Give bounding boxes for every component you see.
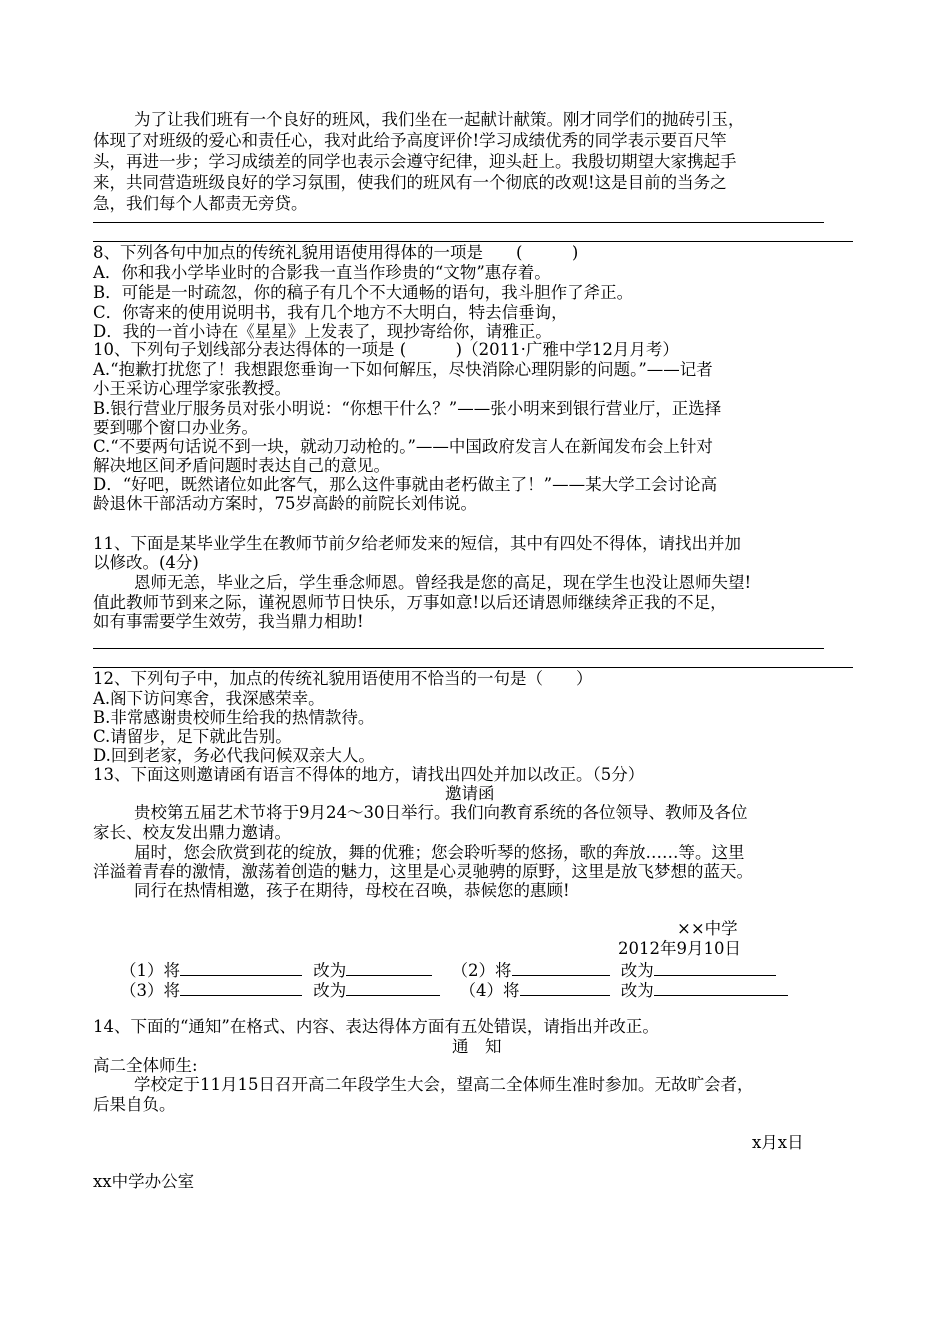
q11-message: 值此教师节到来之际，谨祝恩师节日快乐，万事如意!以后还请恩师继续斧正我的不足， <box>93 593 727 612</box>
q11-stem: 11、下面是某毕业学生在教师节前夕给老师发来的短信，其中有四处不得体，请找出并加 <box>93 534 741 553</box>
fill-row-2 <box>120 979 788 1001</box>
fill-label: 改为 <box>620 961 654 980</box>
q11-stem: 以修改。(4分) <box>93 553 199 572</box>
q10-line: 要到哪个窗口办业务。 <box>93 418 258 437</box>
q8-option-b: B．可能是一时疏忽，你的稿子有几个不大通畅的语句，我斗胆作了斧正。 <box>93 283 634 302</box>
invitation-body: 家长、校友发出鼎力邀请。 <box>93 823 291 842</box>
invitation-body: 贵校第五届艺术节将于9月24～30日举行。我们向教育系统的各位领导、教师及各位 <box>134 803 748 822</box>
q11-message: 如有事需要学生效劳，我当鼎力相助! <box>93 612 364 631</box>
fill-blank-2-fix[interactable] <box>654 959 776 976</box>
fill-row-1 <box>120 959 776 981</box>
notice-salutation: 高二全体师生: <box>93 1056 198 1075</box>
q12-option-b: B.非常感谢贵校师生给我的热情款待。 <box>93 708 375 727</box>
passage-line: 头，再进一步；学习成绩差的同学也表示会遵守纪律，迎头赶上。我殷切期望大家携起手 <box>93 152 737 171</box>
notice-body: 后果自负。 <box>93 1095 176 1114</box>
q10-line: C.“不要两句话说不到一块，就动刀动枪的。”——中国政府发言人在新闻发布会上针对 <box>93 437 713 456</box>
q10-line: D．“好吧，既然诸位如此客气，那么这件事就由老朽做主了！”——某大学工会讨论高 <box>93 475 718 494</box>
notice-sender: xx中学办公室 <box>93 1172 195 1191</box>
fill-blank-1[interactable] <box>180 959 302 976</box>
passage-line: 体现了对班级的爱心和责任心，我对此给予高度评价!学习成绩优秀的同学表示要百尺竿 <box>93 131 727 150</box>
invitation-body: 洋溢着青春的激情，激荡着创造的魅力，这里是心灵驰骋的原野，这里是放飞梦想的蓝天。 <box>93 862 753 881</box>
fill-blank-3[interactable] <box>180 979 302 996</box>
fill-label: （2）将 <box>451 961 512 980</box>
passage-line: 来，共同营造班级良好的学习氛围，使我们的班风有一个彻底的改观!这是目前的当务之 <box>93 173 727 192</box>
q13-stem: 13、下面这则邀请函有语言不得体的地方，请找出四处并加以改正。（5分） <box>93 765 645 784</box>
q11-message: 恩师无恙，毕业之后，学生垂念师恩。曾经我是您的高足，现在学生也没让恩师失望! <box>134 573 752 592</box>
fill-label: 改为 <box>313 961 347 980</box>
fill-blank-2[interactable] <box>512 959 610 976</box>
q14-stem: 14、下面的“通知”在格式、内容、表达得体方面有五处错误，请指出并改正。 <box>93 1017 659 1036</box>
passage-line: 急，我们每个人都责无旁贷。 <box>93 194 308 213</box>
answer-line <box>93 667 853 668</box>
fill-blank-3-fix[interactable] <box>346 979 440 996</box>
fill-blank-1-fix[interactable] <box>346 959 432 976</box>
q12-option-c: C.请留步，足下就此告别。 <box>93 727 292 746</box>
fill-blank-4-fix[interactable] <box>654 979 788 996</box>
fill-label: （4）将 <box>459 981 520 1000</box>
notice-body: 学校定于11月15日召开高二年段学生大会，望高二全体师生准时参加。无故旷会者， <box>134 1075 754 1094</box>
q10-line: B.银行营业厅服务员对张小明说：“你想干什么？”——张小明来到银行营业厅，正选择 <box>93 399 722 418</box>
q10-line: 龄退休干部活动方案时，75岁高龄的前院长刘伟说。 <box>93 494 477 513</box>
invitation-title: 邀请函 <box>445 784 495 803</box>
answer-line <box>93 241 853 242</box>
fill-label: （1）将 <box>120 961 180 980</box>
passage-line: 为了让我们班有一个良好的班风，我们坐在一起献计献策。刚才同学们的抛砖引玉， <box>134 110 745 129</box>
q8-stem: 8、下列各句中加点的传统礼貌用语使用得体的一项是 ( ) <box>93 243 579 262</box>
q8-option-d: D．我的一首小诗在《星星》上发表了，现抄寄给你，请雅正。 <box>93 322 552 341</box>
invitation-signature: ××中学 <box>677 919 738 938</box>
q10-stem: 10、下列句子划线部分表达得体的一项是 ( )（2011·广雅中学12月月考） <box>93 340 679 359</box>
invitation-date: 2012年9月10日 <box>618 939 741 958</box>
answer-line <box>93 648 824 649</box>
q8-option-a: A．你和我小学毕业时的合影我一直当作珍贵的“文物”惠存着。 <box>93 263 551 282</box>
invitation-body: 同行在热情相邀，孩子在期待，母校在召唤，恭候您的惠顾! <box>134 881 570 900</box>
q10-line: 解决地区间矛盾问题时表达自己的意见。 <box>93 456 390 475</box>
invitation-body: 届时，您会欣赏到花的绽放，舞的优雅；您会聆听琴的悠扬，歌的奔放……等。这里 <box>134 843 745 862</box>
fill-label: （3）将 <box>120 981 180 1000</box>
q10-line: A.“抱歉打扰您了！我想跟您垂询一下如何解压，尽快消除心理阴影的问题。”——记者 <box>93 360 713 379</box>
notice-title: 通 知 <box>452 1037 502 1056</box>
q8-option-c: C．你寄来的使用说明书，我有几个地方不大明白，特去信垂询， <box>93 303 568 322</box>
fill-label: 改为 <box>620 981 654 1000</box>
fill-label: 改为 <box>313 981 347 1000</box>
q12-option-a: A.阁下访问寒舍，我深感荣幸。 <box>93 689 325 708</box>
q12-option-d: D.回到老家，务必代我问候双亲大人。 <box>93 746 375 765</box>
answer-line <box>93 222 824 223</box>
fill-blank-4[interactable] <box>520 979 610 996</box>
q12-stem: 12、下列句子中，加点的传统礼貌用语使用不恰当的一句是（ ） <box>93 669 593 688</box>
q10-line: 小王采访心理学家张教授。 <box>93 379 291 398</box>
notice-date: x月x日 <box>752 1133 804 1152</box>
